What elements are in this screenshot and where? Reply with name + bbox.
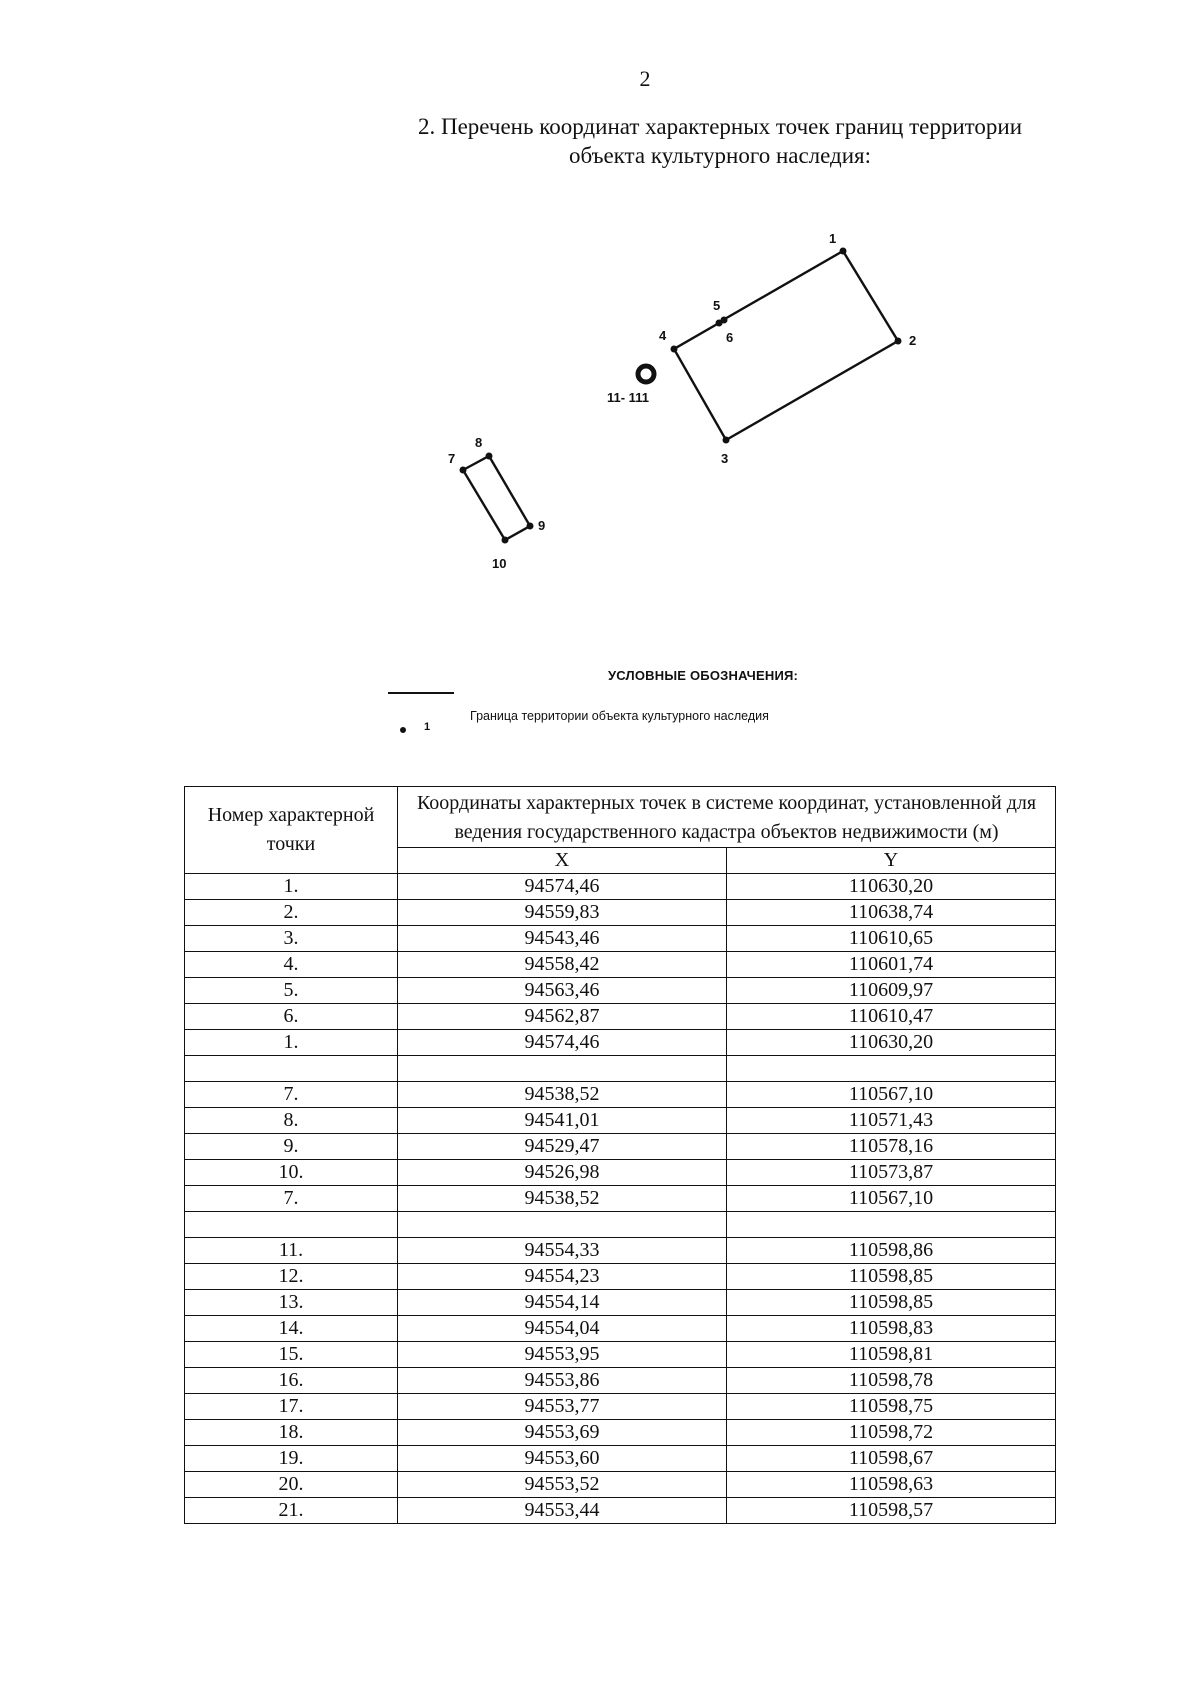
- cell-y: 110610,47: [727, 1004, 1056, 1030]
- coordinates-table: [184, 786, 1056, 1524]
- cell-point-number: 7.: [185, 1082, 398, 1108]
- cell-y: 110630,20: [727, 874, 1056, 900]
- table-row: [185, 1446, 1056, 1472]
- boundary-diagram: [0, 0, 1200, 600]
- cell-point-number: 14.: [185, 1316, 398, 1342]
- cell-point-number: 1.: [185, 874, 398, 900]
- table-row: [185, 1316, 1056, 1342]
- table-header-row: [185, 787, 1056, 848]
- cell-x: 94559,83: [398, 900, 727, 926]
- point-label-2: 2: [909, 333, 917, 348]
- table-row: [185, 926, 1056, 952]
- point-label-7: 7: [448, 451, 456, 466]
- cell-y: 110573,87: [727, 1160, 1056, 1186]
- table-row: [185, 874, 1056, 900]
- cell-y: 110598,83: [727, 1316, 1056, 1342]
- table-row: [185, 1160, 1056, 1186]
- cell-x: 94554,23: [398, 1264, 727, 1290]
- cell-y: 110598,57: [727, 1498, 1056, 1524]
- cell-point-number: 21.: [185, 1498, 398, 1524]
- ring-points-11-111-icon: [638, 366, 654, 382]
- table-row: [185, 1342, 1056, 1368]
- cell-y: 110598,72: [727, 1420, 1056, 1446]
- cell-x: 94553,69: [398, 1420, 727, 1446]
- cell-point-number: 2.: [185, 900, 398, 926]
- cell-x: 94541,01: [398, 1108, 727, 1134]
- table-row: [185, 1082, 1056, 1108]
- cell-y: 110571,43: [727, 1108, 1056, 1134]
- table-row: [185, 1056, 1056, 1082]
- cell-x: 94553,44: [398, 1498, 727, 1524]
- cell-y: 110598,85: [727, 1290, 1056, 1316]
- table-row: [185, 1264, 1056, 1290]
- legend-title: УСЛОВНЫЕ ОБОЗНАЧЕНИЯ:: [608, 668, 799, 683]
- cell-point-number: 17.: [185, 1394, 398, 1420]
- legend-point-dot-icon: [400, 727, 406, 733]
- point-marker-4: [671, 346, 678, 353]
- cell-point-number: [185, 1056, 398, 1082]
- cell-point-number: 10.: [185, 1160, 398, 1186]
- title-line-1: 2. Перечень координат характерных точек границ территории: [417, 114, 1023, 139]
- cell-x: 94526,98: [398, 1160, 727, 1186]
- cell-x: 94529,47: [398, 1134, 727, 1160]
- cell-y: 110598,63: [727, 1472, 1056, 1498]
- cell-point-number: 15.: [185, 1342, 398, 1368]
- cell-y: [727, 1212, 1056, 1238]
- cell-y: 110598,67: [727, 1446, 1056, 1472]
- table-row: [185, 1290, 1056, 1316]
- cell-y: 110638,74: [727, 900, 1056, 926]
- cell-y: 110598,78: [727, 1368, 1056, 1394]
- table-row: [185, 952, 1056, 978]
- header-y: Y: [727, 848, 1056, 874]
- cell-x: 94554,14: [398, 1290, 727, 1316]
- cell-x: 94553,77: [398, 1394, 727, 1420]
- legend-boundary-line-symbol: [388, 692, 454, 694]
- cell-x: 94574,46: [398, 874, 727, 900]
- cell-x: 94554,33: [398, 1238, 727, 1264]
- header-coordinate-system: Координаты характерных точек в системе координат, установленной для ведения государственного кадастра объектов недвижимости (м): [398, 787, 1056, 848]
- cell-x: 94563,46: [398, 978, 727, 1004]
- cell-point-number: 13.: [185, 1290, 398, 1316]
- table-row: [185, 1030, 1056, 1056]
- cell-point-number: [185, 1212, 398, 1238]
- table-row: [185, 1108, 1056, 1134]
- point-marker-7: [460, 467, 467, 474]
- cell-x: 94553,52: [398, 1472, 727, 1498]
- page-number: 2: [639, 66, 651, 91]
- point-label-6: 6: [726, 330, 734, 345]
- cell-point-number: 9.: [185, 1134, 398, 1160]
- cell-x: 94543,46: [398, 926, 727, 952]
- point-marker-2: [895, 338, 902, 345]
- cell-x: [398, 1212, 727, 1238]
- table-row: [185, 1212, 1056, 1238]
- cell-y: 110609,97: [727, 978, 1056, 1004]
- point-marker-9: [527, 523, 534, 530]
- point-label-11-111: 11- 111: [607, 390, 649, 405]
- point-marker-6: [721, 317, 728, 324]
- cell-y: [727, 1056, 1056, 1082]
- point-label-3: 3: [721, 451, 729, 466]
- cell-point-number: 1.: [185, 1030, 398, 1056]
- cell-x: 94574,46: [398, 1030, 727, 1056]
- cell-point-number: 4.: [185, 952, 398, 978]
- cell-x: [398, 1056, 727, 1082]
- cell-point-number: 7.: [185, 1186, 398, 1212]
- table-row: [185, 1186, 1056, 1212]
- cell-y: 110598,75: [727, 1394, 1056, 1420]
- cell-point-number: 18.: [185, 1420, 398, 1446]
- point-marker-3: [723, 437, 730, 444]
- legend-boundary-label: Граница территории объекта культурного наследия: [470, 709, 769, 723]
- point-markers: [460, 248, 902, 544]
- point-label-4: 4: [659, 328, 667, 343]
- point-label-8: 8: [475, 435, 483, 450]
- table-body: [185, 874, 1056, 1524]
- point-marker-1: [840, 248, 847, 255]
- cell-x: 94558,42: [398, 952, 727, 978]
- point-marker-10: [502, 537, 509, 544]
- cell-x: 94538,52: [398, 1186, 727, 1212]
- cell-y: 110598,81: [727, 1342, 1056, 1368]
- table-row: [185, 1498, 1056, 1524]
- cell-y: 110598,85: [727, 1264, 1056, 1290]
- point-marker-8: [486, 453, 493, 460]
- table-row: [185, 978, 1056, 1004]
- point-label-5: 5: [713, 298, 721, 313]
- cell-y: 110610,65: [727, 926, 1056, 952]
- title-line-2: объекта культурного наследия:: [568, 143, 872, 168]
- cell-x: 94553,60: [398, 1446, 727, 1472]
- cell-point-number: 11.: [185, 1238, 398, 1264]
- table-row: [185, 1134, 1056, 1160]
- header-x: X: [398, 848, 727, 874]
- cell-x: 94553,95: [398, 1342, 727, 1368]
- territory-boundary-2: [463, 456, 530, 540]
- territory-boundary-1: [674, 251, 898, 440]
- cell-x: 94554,04: [398, 1316, 727, 1342]
- cell-point-number: 8.: [185, 1108, 398, 1134]
- cell-point-number: 16.: [185, 1368, 398, 1394]
- table-row: [185, 1238, 1056, 1264]
- cell-point-number: 19.: [185, 1446, 398, 1472]
- cell-y: 110601,74: [727, 952, 1056, 978]
- cell-point-number: 3.: [185, 926, 398, 952]
- point-label-10: 10: [492, 556, 507, 571]
- cell-y: 110598,86: [727, 1238, 1056, 1264]
- table-row: [185, 1368, 1056, 1394]
- cell-y: 110630,20: [727, 1030, 1056, 1056]
- table-row: [185, 1394, 1056, 1420]
- table-row: [185, 1420, 1056, 1446]
- cell-x: 94538,52: [398, 1082, 727, 1108]
- cell-x: 94553,86: [398, 1368, 727, 1394]
- point-label-9: 9: [538, 518, 546, 533]
- cell-point-number: 5.: [185, 978, 398, 1004]
- cell-point-number: 6.: [185, 1004, 398, 1030]
- table-row: [185, 900, 1056, 926]
- legend-point-symbol-label: 1: [424, 721, 431, 733]
- cell-x: 94562,87: [398, 1004, 727, 1030]
- header-point-number: Номер характерной точки: [185, 787, 398, 874]
- point-label-1: 1: [829, 231, 837, 246]
- table-row: [185, 1472, 1056, 1498]
- cell-y: 110567,10: [727, 1186, 1056, 1212]
- cell-y: 110567,10: [727, 1082, 1056, 1108]
- cell-y: 110578,16: [727, 1134, 1056, 1160]
- cell-point-number: 20.: [185, 1472, 398, 1498]
- table-row: [185, 1004, 1056, 1030]
- cell-point-number: 12.: [185, 1264, 398, 1290]
